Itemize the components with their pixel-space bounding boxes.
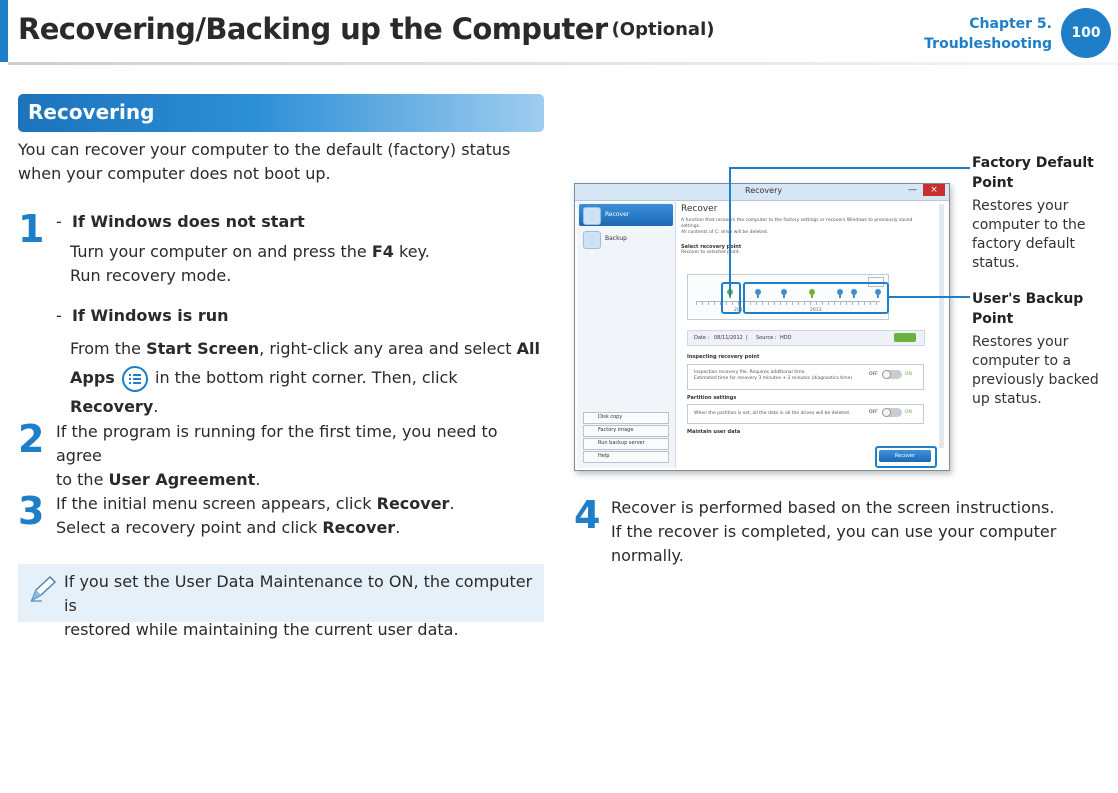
step-1b-heading: - If Windows is run xyxy=(56,306,229,325)
callout-title: User's Backup xyxy=(972,291,1084,307)
page-title-optional: (Optional) xyxy=(611,19,715,40)
point-info-bar: Date : 08/11/2012 | Source : HDD xyxy=(687,330,925,346)
callout-title: Point xyxy=(972,311,1014,327)
partition-toggle[interactable]: OFF ON xyxy=(869,410,912,415)
backup-highlight-box xyxy=(744,283,888,313)
recover-desc: All contents of C: drive will be deleted. xyxy=(681,230,769,235)
link-disk-copy[interactable]: Disk copy xyxy=(583,412,669,424)
callout-text: previously backed xyxy=(972,372,1099,388)
step-4: Recover is performed based on the screen instructions. If the recover is completed, you can use your computer normally. xyxy=(611,498,1057,565)
recover-button[interactable]: Recover xyxy=(879,450,931,462)
chapter-name: Troubleshooting xyxy=(924,36,1052,52)
factory-callout-line xyxy=(730,168,970,296)
chapter-number: Chapter 5. xyxy=(969,16,1052,32)
step-1a-text: Turn your computer on and press the F4 key. Run recovery mode. xyxy=(70,242,430,285)
callout-title: Point xyxy=(972,175,1014,191)
partition-option: When the partition is set, all the data in all the drives will be deleted. OFF ON xyxy=(687,404,924,424)
callout-text: computer to a xyxy=(972,353,1072,369)
callout-text: up status. xyxy=(972,391,1042,407)
timeline-year: 2013 xyxy=(810,308,822,313)
intro-line: You can recover your computer to the default (factory) status xyxy=(18,140,511,159)
select-point-sub: Recover to selected point. xyxy=(681,250,740,255)
partition-title: Partition settings xyxy=(687,395,737,401)
close-icon[interactable]: × xyxy=(923,184,945,196)
callout-text: computer to the xyxy=(972,217,1086,233)
window-title: Recovery xyxy=(745,186,783,195)
recover-heading: Recover xyxy=(681,204,718,214)
maintain-title: Maintain user data xyxy=(687,429,741,435)
select-point-title: Select recovery point xyxy=(681,244,742,250)
callout-text: Restores your xyxy=(972,334,1069,350)
inspect-toggle[interactable]: OFF ON xyxy=(869,372,912,377)
timeline-year: 2012 xyxy=(734,308,746,313)
step-number-3: 3 xyxy=(18,489,45,533)
section-title: Recovering xyxy=(28,100,155,124)
step-3: If the initial menu screen appears, click Recover. Select a recovery point and click Recover. xyxy=(56,494,455,537)
callout-text: Restores your xyxy=(972,198,1069,214)
step-2: If the program is running for the first time, you need to agree to the User Agreement. xyxy=(56,422,498,489)
step-1a-heading: - If Windows does not start xyxy=(56,212,305,231)
callout-text: factory default xyxy=(972,236,1076,252)
recover-desc: A function that recovers the computer to the factory settings or recovers Windows to previously saved settings. xyxy=(681,218,913,229)
step-number-4: 4 xyxy=(574,493,601,537)
note-text: If you set the User Data Maintenance to ON, the computer is restored while maintaining the current user data. xyxy=(64,572,533,639)
link-factory-image[interactable]: Factory image xyxy=(583,425,669,437)
factory-callout xyxy=(972,153,1112,273)
intro-line: when your computer does not boot up. xyxy=(18,164,331,183)
step-number-2: 2 xyxy=(18,417,45,461)
step-1b-text: From the Start Screen, right-click any area and select All Apps in the bottom right corner. Then, click Recovery. xyxy=(70,339,540,416)
inspect-option: Inspection recovery file. Requires additional time. Estimated time for recovery 3 minutes + 2 minutes (diagnostics time) OFF ON xyxy=(687,364,924,390)
nav-recover[interactable]: Recover xyxy=(579,204,673,226)
minimize-icon[interactable]: — xyxy=(908,185,917,195)
backup-callout xyxy=(972,289,1112,409)
inspect-title: Inspecting recovery point xyxy=(687,354,760,360)
link-help[interactable]: Help xyxy=(583,451,669,463)
nav-backup[interactable]: Backup xyxy=(579,228,673,250)
callout-title: Factory Default xyxy=(972,155,1094,171)
step-number-1: 1 xyxy=(18,207,45,251)
link-run-backup-server[interactable]: Run backup server xyxy=(583,438,669,450)
page-title-text: Recovering/Backing up the Computer xyxy=(18,12,608,46)
callout-text: status. xyxy=(972,255,1020,271)
page-number-badge: 100 xyxy=(1061,8,1111,58)
